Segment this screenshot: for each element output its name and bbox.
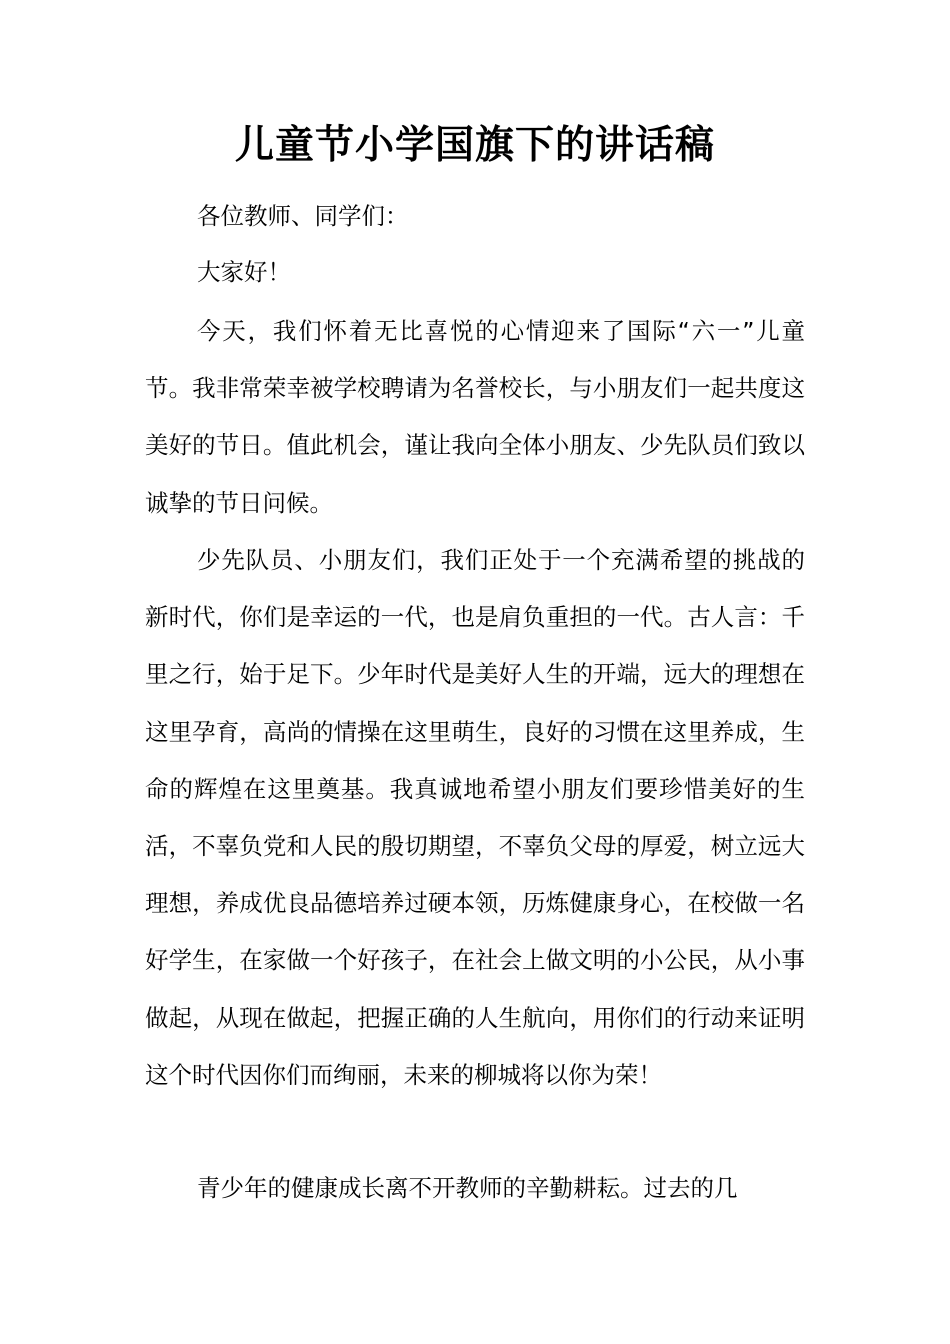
paragraph-teachers: 青少年的健康成长离不开教师的辛勤耕耘。过去的几 — [197, 1174, 738, 1202]
paragraph-address-to-students: 少先队员、小朋友们，我们正处于一个充满希望的挑战的新时代，你们是幸运的一代，也是肩负重担的一代。古人言：千里之行，始于足下。少年时代是美好人生的开端，远大的理想在这里孕育，高尚的情操在这里萌生，良好的习惯在这里养成，生命的辉煌在这里奠基。我真诚地希望小朋友们要珍惜美好的生活，不辜负党和人民的殷切期望，不辜负父母的厚爱，树立远大理想，养成优良品德培养过硬本领，历炼健康身心，在校做一名好学生，在家做一个好孩子，在社会上做文明的小公民，从小事做起，从现在做起，把握正确的人生航向，用你们的行动来证明这个时代因你们而绚丽，未来的柳城将以你为荣！ — [145, 546, 805, 1089]
salutation: 各位教师、同学们： — [197, 202, 409, 230]
greeting: 大家好！ — [197, 258, 291, 286]
paragraph-opening: 今天，我们怀着无比喜悦的心情迎来了国际“六一”儿童节。我非常荣幸被学校聘请为名誉校长，与小朋友们一起共度这美好的节日。值此机会，谨让我向全体小朋友、少先队员们致以诚挚的节日问候。 — [145, 317, 805, 517]
document-title: 儿童节小学国旗下的讲话稿 — [234, 122, 715, 168]
